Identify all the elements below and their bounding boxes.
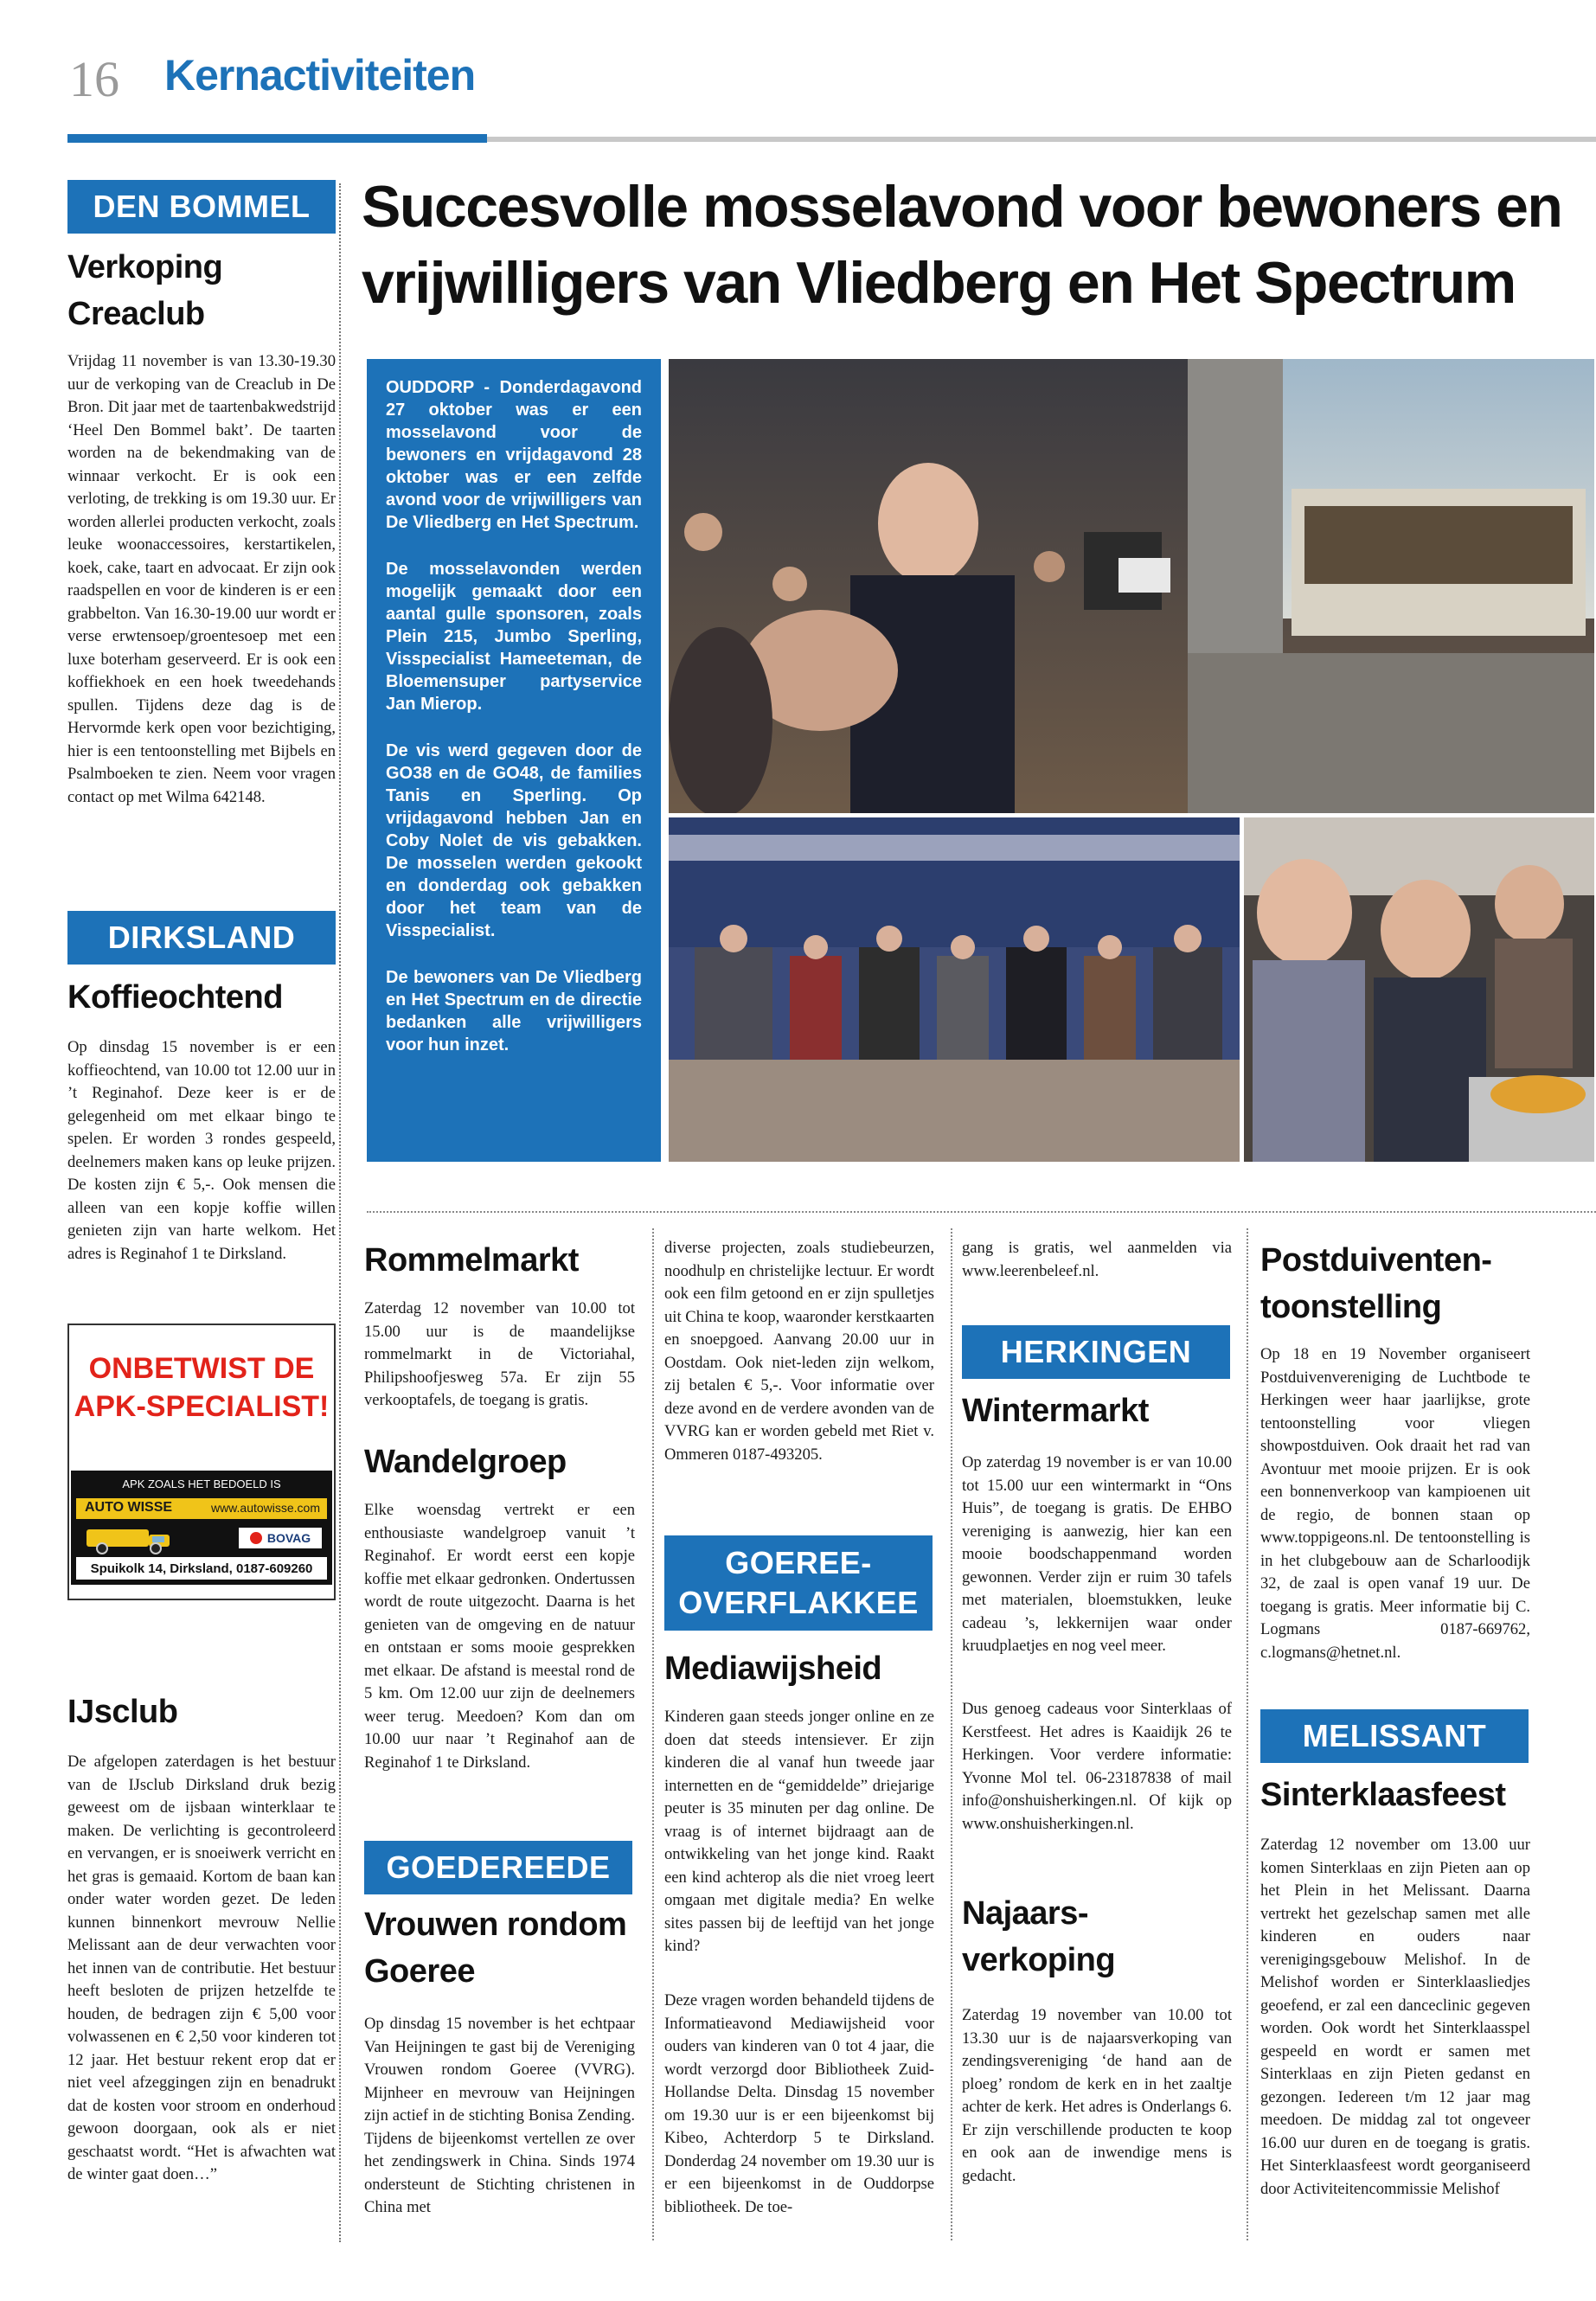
article-title-wandelgroep: Wandelgroep <box>364 1444 567 1480</box>
page-number: 16 <box>69 51 119 107</box>
article-title-verkoping-creaclub: Verkoping Creaclub <box>67 249 223 332</box>
ad-brand: AUTO WISSE <box>85 1500 173 1515</box>
ad-url: www.autowisse.com <box>210 1501 320 1515</box>
article-title-sinterklaasfeest: Sinterklaasfeest <box>1260 1777 1506 1813</box>
town-banner-melissant: MELISSANT <box>1260 1709 1529 1763</box>
photo-buffet-guests <box>1244 817 1594 1162</box>
article-body-ijsclub: De afgelopen zaterdagen is het bestuur van de IJsclub Dirksland druk bezig geweest om de ijsbaan winterklaar te maken. De verlichting is gecontroleerd en vervangen, er is snoeiwerk verricht en het gras is gemaaid. Kortom de baan kan onder water worden gezet. De leden kunnen binnenkort mevrouw Nellie Melissant aan de deur verwachten voor het innen van de contributie. Het bestuur heeft besloten de prijzen hetzelfde te houden, de bedragen zijn € 5,00 voor volwassenen en € 2,50 voor kinderen tot 12 jaar. Het bestuur rekent erop dat er niet veel afzeggingen zijn en benadrukt dat de kosten voor stroom en onderhoud gewoon doorgaan, ook als er niet geschaatst wordt. “Het is afwachten wat de winter gaat doen…” <box>67 1753 336 2183</box>
intro-paragraph-4: De bewoners van De Vliedberg en Het Spectrum en de directie bedanken alle vrijwilligers voor hun inzet. <box>386 968 642 1054</box>
header-rule <box>487 137 1596 142</box>
article-body-verkoping-creaclub: Vrijdag 11 november is van 13.30-19.30 uur de verkoping van de Creaclub in De Bron. Dit jaar met de taartenbakwedstrijd ‘Heel Den Bommel bakt’. De taarten worden na de bekendmaking van de winnaar verkocht. Er is ook een verloting, de trekking is om 19.30 uur. Er worden allerlei producten verkocht, zoals leuke woonaccessoires, kerstartikelen, koek, cake, taart en advocaat. Er zijn ook raadspellen en voor de kinderen is er een grabbelton. Van 16.30-19.00 uur wordt er verse erwtensoep/groentesoep met een luxe boterham geserveerd. Er is ook een koffiekhoek en een hoek tweedehands spullen. Tijdens deze dag is de Hervormde kerk open voor bezichtiging, hier is een tentoonstelling met Bijbels en Psalmboeken te zien. Neem voor vragen contact op met Wilma 642148. <box>67 352 336 806</box>
article-body-najaarsverkoping: Zaterdag 19 november van 10.00 tot 13.30 uur is de najaarsverkoping van zendingsvereniging ‘de hand aan de ploeg’ rondom de kerk en in het zaaltje achter de kerk. Het adres is Onderlangs 6. Er zijn verschillende producten te koop en ook aan de inwendige mens is gedacht. <box>962 2006 1232 2185</box>
section-separator <box>367 1211 1596 1213</box>
article-title-vrouwen-rondom-goeree: Vrouwen rondom Goeree <box>364 1907 627 1990</box>
article-body-mediawijsheid-1: Kinderen gaan steeds jonger online en ze doen dat steeds intensiever. Er zijn kinderen die al vanaf hun tweede jaar internetten en de “gemiddelde” driejarige peuter is 35 minuten per dag online. De vraag is of internet bijdraagt aan de ontwikkeling van het jonge kind. Raakt een kind achterop als die niet vroeg leert omgaan met digitale media? En welke sites passen bij de leeftijd van het jonge kind? <box>664 1708 934 1955</box>
photo-mussel-evening-man-speaking <box>669 359 1594 813</box>
ad-brand-strip <box>76 1498 327 1519</box>
town-banner-dirksland: DIRKSLAND <box>67 911 336 965</box>
advertisement-auto-wisse[interactable] <box>67 1324 336 1600</box>
article-body-mediawijsheid-2: Deze vragen worden behandeld tijdens de Informatieavond Mediawijsheid voor ouders van kinderen van 0 tot 4 jaar, die wordt verzorgd door Bibliotheek Zuid-Hollandse Delta. Dinsdag 15 november om 19.30 uur is er een bijeenkomst bij Kibeo, Achterdorp 5 te Dirksland. Donderdag 24 november om 19.30 uur is er een bijeenkomst in de Ouddorpse bibliotheek. De toe- <box>664 1991 934 2216</box>
intro-paragraph-1: OUDDORP - Donderdagavond 27 oktober was er een mosselavond voor de bewoners en vrijdagavond 28 oktober was er een zelfde avond voor de vrijwilligers van De Vliedberg en Het Spectrum. <box>386 378 642 532</box>
town-banner-den-bommel: DEN BOMMEL <box>67 180 336 234</box>
article-body-wintermarkt-1: Op zaterdag 19 november is er van 10.00 tot 15.00 uur een wintermarkt in “Ons Huis”, de toegang is gratis. De EHBO vereniging is aanwezig, hier kan een mooie boodschappenmand worden gewonnen. Verder zijn er ruim 30 tafels met materialen, bloemstukken, leuke cadeau ’s, lekkernijen waar onder kruudplaetjes en nog veel meer. <box>962 1453 1232 1655</box>
column-divider <box>339 183 341 2242</box>
article-body-wintermarkt-2: Dus genoeg cadeaus voor Sinterklaas of Kerstfeest. Het adres is Kaaidijk 26 te Herkingen. Voor verdere informatie: Yvonne Mol tel. 06-23187838 of mail info@onshuisherkingen.nl. Of kijk op www.onshuisherkingen.nl. <box>962 1700 1232 1833</box>
article-body-postduivententoonstelling: Op 18 en 19 November organiseert Postduivenvereniging de Luchtbode te Herkingen weer haar jaarlijkse, grote tentoonstelling voor vliegen showpostduiven. Ook draait het rad van Avontuur met mooie prijzen. Er is ook een bonnenverkoop van kampioenen uit de regio, de bonnen staan op www.toppigeons.nl. De tentoonstelling is in het clubgebouw aan de Scharloodijk 32, de zaal is open vanaf 19 uur. De toegang is gratis. Meer informatie bij C. Logmans 0187-669762, c.logmans@hetnet.nl. <box>1260 1345 1530 1662</box>
article-title-ijsclub: IJsclub <box>67 1694 178 1730</box>
article-body-mediawijsheid-continued: gang is gratis, wel aanmelden via www.leerenbeleef.nl. <box>962 1239 1232 1280</box>
intro-paragraph-2: De mosselavonden werden mogelijk gemaakt door een aantal gulle sponsoren, zoals Plein 215, Jumbo Sperling, Visspecialist Hameeteman, de Bloemensuper partyservice Jan Mierop. <box>386 560 642 714</box>
intro-paragraph-3: De vis werd gegeven door de GO38 en de GO48, de families Tanis en Sperling. Op vrijdagavond hebben Jan en Coby Nolet de vis gebakken. De mosselen werden gekookt en donderdag ook gebakken door het team van de Visspecialist. <box>386 741 642 940</box>
section-title: Kernactiviteiten <box>164 51 476 99</box>
intro-box <box>367 359 661 1162</box>
ad-dark-panel <box>71 1471 332 1585</box>
article-title-wintermarkt: Wintermarkt <box>962 1393 1149 1429</box>
town-banner-herkingen: HERKINGEN <box>962 1325 1230 1379</box>
ad-tagline: APK ZOALS HET BEDOELD IS <box>122 1477 281 1490</box>
column-divider-4 <box>1247 1228 1248 2240</box>
article-body-vrouwen-rondom-goeree: Op dinsdag 15 november is het echtpaar Van Heijningen te gast bij de Vereniging Vrouwen rondom Goeree (VVRG). Mijnheer en mevrouw van Heijningen zijn actief in de stichting Bonisa Zending. Tijdens de bijeenkomst vertellen ze over het zendingswerk in China. Sinds 1974 ondersteunt de Stichting christenen in China met <box>364 2015 635 2216</box>
article-body-sinterklaasfeest: Zaterdag 12 november om 13.00 uur komen Sinterklaas en zijn Pieten aan op het Plein in het Melissant. Daarna vertrekt het gezelschap samen met alle kinderen en ouders naar verenigingsgebouw Melishof. In de Melishof worden er Sinterklaasliedjes geoefend, er zal een danceclinic gegeven worden. Ook wordt het Sinterklaasspel gespeeld en wordt er samen met Sinterklaas en zijn Pieten gedanst en gezongen. Iedereen t/m 12 jaar mag meedoen. De middag zal tot ongeveer 16.00 uur duren en de toegang is gratis. Het Sinterklaasfeest wordt georganiseerd door Activiteitencommissie Melishof <box>1260 1836 1530 2198</box>
column-divider-3 <box>951 1228 952 2240</box>
column-divider-2 <box>652 1228 654 2240</box>
article-title-koffieochtend: Koffieochtend <box>67 979 283 1016</box>
photo-dining-hall-crowd <box>669 817 1240 1162</box>
town-banner-goedereede: GOEDEREEDE <box>364 1841 632 1894</box>
bovag-logo <box>239 1528 322 1548</box>
article-body-rommelmarkt: Zaterdag 12 november van 10.00 tot 15.00 uur is de maandelijkse rommelmarkt in de Victoriahal, Philipshoofjesweg 57a. Er zijn 55 verkooptafels, de toegang is gratis. <box>364 1299 635 1409</box>
header-accent-bar <box>67 134 487 143</box>
article-title-rommelmarkt: Rommelmarkt <box>364 1242 579 1279</box>
article-title-mediawijsheid: Mediawijsheid <box>664 1650 882 1687</box>
main-headline: Succesvolle mosselavond voor bewoners en vrijwilligers van Vliedberg en Het Spectrum <box>362 174 1562 316</box>
article-title-postduivententoonstelling: Postduiventen- toonstelling <box>1260 1242 1492 1325</box>
article-body-wandelgroep: Elke woensdag vertrekt er een enthousiaste wandelgroep vanuit ’t Reginahof. Er wordt eerst een kopje koffie met elkaar gedronken. Ondertussen wordt de route uitgezocht. Daarna is het genieten van de omgeving en de natuur en ontstaan er soms mooie gesprekken met elkaar. De afstand is meestal rond de 5 km. Om 12.00 uur zijn de deelnemers weer terug. Meedoen? Kom dan om 10.00 uur naar ’t Reginahof aan de Reginahof 1 te Dirksland. <box>364 1501 635 1772</box>
ad-bovag: BOVAG <box>266 1531 311 1545</box>
ad-headline: ONBETWIST DE APK-SPECIALIST! <box>74 1352 330 1423</box>
bovag-dot-icon <box>250 1532 262 1544</box>
town-banner-goeree-overflakkee: GOEREE- OVERFLAKKEE <box>664 1535 933 1631</box>
article-title-najaarsverkoping: Najaars- verkoping <box>962 1895 1116 1978</box>
article-body-koffieochtend: Op dinsdag 15 november is er een koffieochtend, van 10.00 tot 12.00 uur in ’t Reginahof. Deze keer is er de gelegenheid om met elkaar bingo te spelen. Er worden 3 rondes gespeeld, deelnemers maken kans op leuke prijzen. De kosten zijn € 5,-. Ook mensen die alleen van een kopje koffie willen genieten zijn van harte welkom. Het adres is Reginahof 1 te Dirksland. <box>67 1038 336 1263</box>
van-icon <box>81 1524 176 1555</box>
article-body-vrouwen-continued: diverse projecten, zoals studiebeurzen, noodhulp en christelijke lectuur. Er wordt ook een film getoond en er zijn spulletjes uit China te koop, waaronder kerstkaarten en snoepgoed. Aanvang 20.00 uur in Oostdam. Ook niet-leden zijn welkom, zij betalen € 5,-. Voor informatie over deze avond en de verdere avonden van de VVRG kan er worden gebeld met Riet v. Ommeren 0187-493205. <box>664 1239 934 1464</box>
ad-address: Spuikolk 14, Dirksland, 0187-609260 <box>76 1557 327 1580</box>
